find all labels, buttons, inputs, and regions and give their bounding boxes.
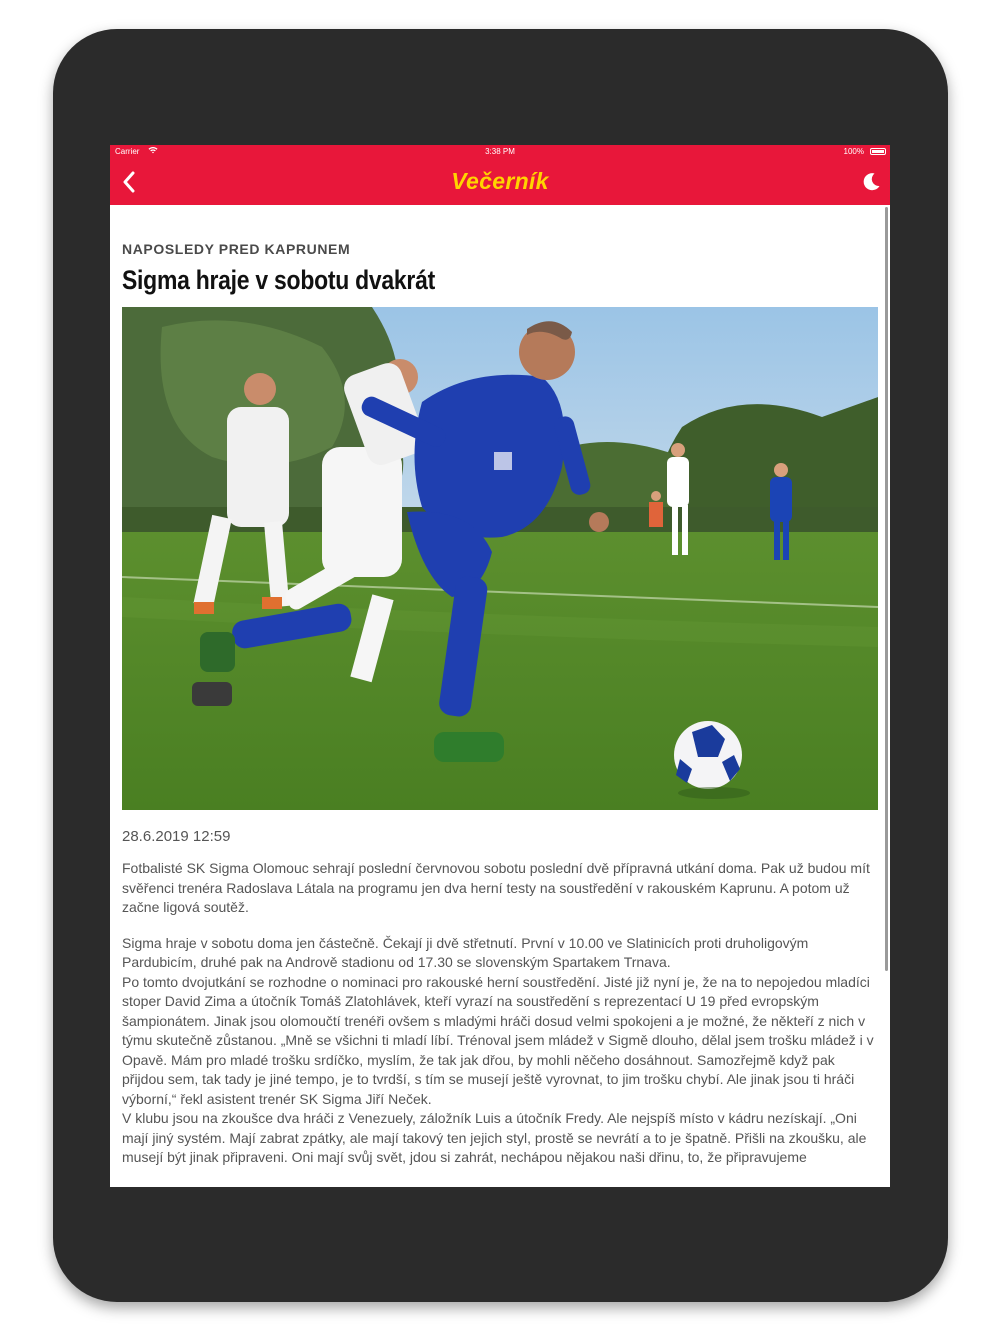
battery-icon: [870, 148, 886, 155]
article-date: 28.6.2019 12:59: [122, 828, 231, 845]
carrier-label: Carrier: [115, 147, 140, 156]
status-time: 3:38 PM: [485, 147, 515, 156]
article-headline: Sigma hraje v sobotu dvakrát: [122, 265, 435, 295]
article-paragraph: V klubu jsou na zkoušce dva hráči z Venezuely, záložník Luis a útočník Fredy. Ale nejspíš místo v kádru nezískají. „Oni mají jiný systém. Mají zabrat zpátky, ale mají takový ten jejich styl, prostě se nevrátí a to je špatně. Přišli na zkoušku, ale musejí být jinak připraveni. Oni mají svůj svět, jdou si zahrát, nechápou nějakou naši dřinu, to, že připravujeme: [122, 1110, 867, 1165]
article-lead: Fotbalisté SK Sigma Olomouc sehrají poslední červnovou sobotu poslední dvě přípravná utkání doma. Pak už budou mít svěřenci trenéra Radoslava Látala na programu jen dva herní testy na soustředění v rakouském Kaprunu. A potom už začne ligová soutěž.: [122, 860, 870, 915]
app-logo: Večerník: [451, 168, 549, 194]
app-screen: [110, 145, 890, 1187]
status-bar: [110, 145, 890, 159]
article-kicker: NAPOSLEDY PRED KAPRUNEM: [122, 241, 351, 257]
nav-bar: [110, 159, 890, 205]
article-photo: [122, 307, 878, 810]
night-mode-button[interactable]: [860, 171, 884, 195]
article-paragraph: Sigma hraje v sobotu doma jen částečně. Čekají ji dvě střetnutí. První v 10.00 ve Slatinicích proti druholigovým Pardubicím, druhé pak na Andrově stadionu od 17.30 se slovenským Spartakem Trnava.: [122, 934, 809, 970]
battery-percent: 100%: [843, 147, 864, 156]
article-paragraph: Po tomto dvojutkání se rozhodne o nominaci pro rakouské herní soustředění. Jisté již nyní je, že na to nepojedou mladíci stoper David Zima a útočník Tomáš Zlatohlávek, kteří vyrazí na soustředění s reprezentací U 19 před evropským šampionátem. Jinak jsou olomoučtí trenéři ovšem s mladými hráči dosud velmi spokojeni a je možné, že někteří z nich v týmu skutečně zůstanou. „Mně se všichni ti mladí líbí. Trénoval jsem mládež v Sigmě dlouho, dělal jsem trošku mládež i v Opavě. Mám pro mladé trošku srdíčko, myslím, že tak jak dřou, by mohli něčeho dosáhnout. Samozřejmě když pak přijdou sem, tak tady je jiné tempo, je to tvrdší, s tím se musejí ještě vyrovnat, to jim trošku chybí. Ale jinak jsou ti hráči výborní,“ řekl asistent trenér SK Sigma Jiří Neček.: [122, 973, 874, 1107]
moon-icon: [860, 171, 882, 193]
scrollbar[interactable]: [885, 207, 888, 971]
article-content[interactable]: [122, 205, 878, 1187]
